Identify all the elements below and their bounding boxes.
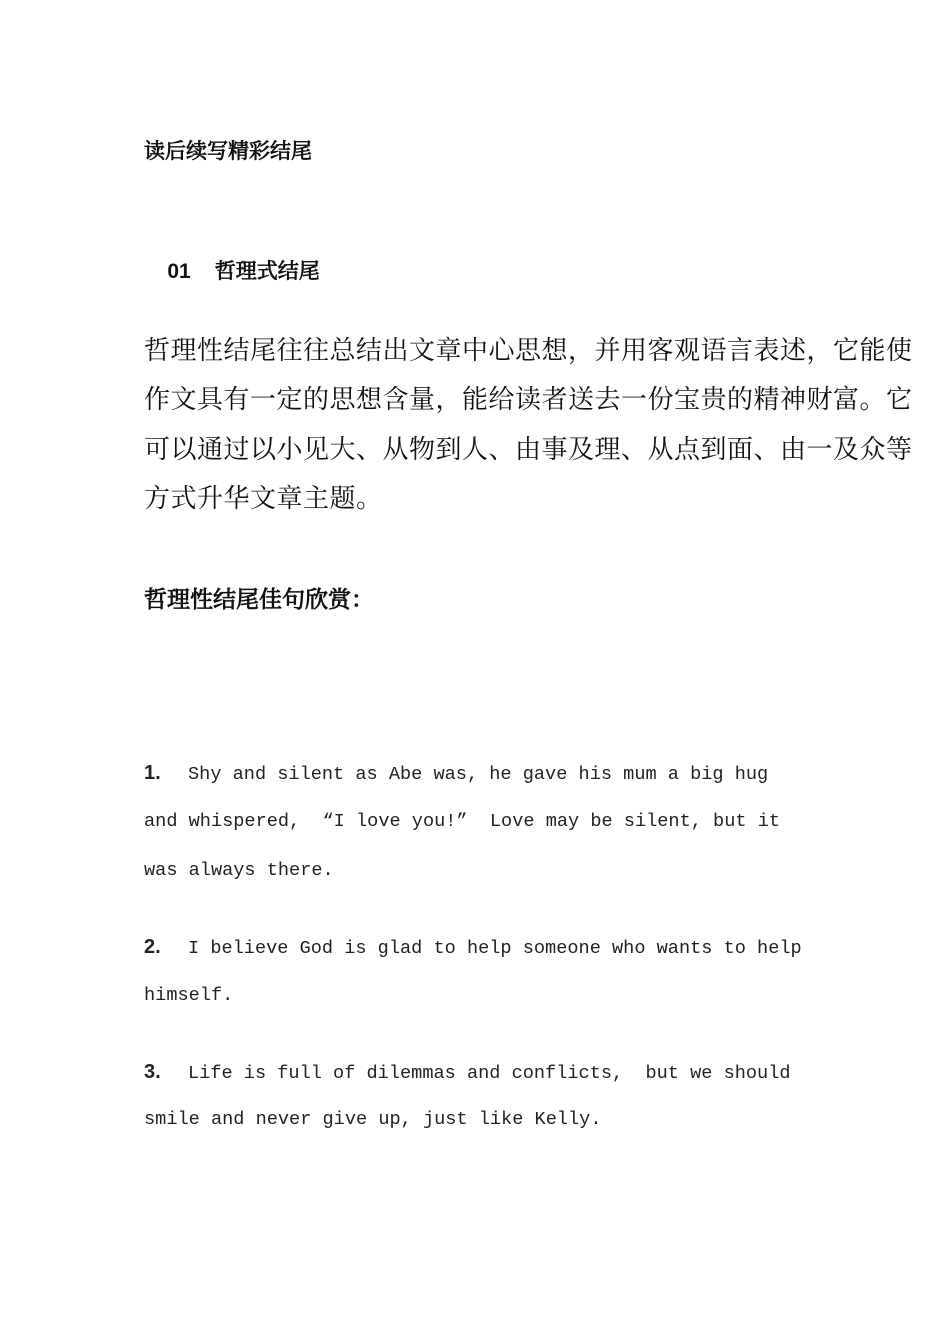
section-number: 01: [167, 260, 191, 283]
example-text: Life is full of dilemmas and conflicts, but we should: [188, 1063, 791, 1084]
example-1-line: was always there.: [144, 860, 334, 881]
intro-line: 哲理性结尾往往总结出文章中心思想，并用客观语言表述，它能使: [144, 335, 913, 365]
examples-heading: 哲理性结尾佳句欣赏：: [144, 586, 374, 612]
section-heading: [144, 240, 320, 303]
example-3-line: smile and never give up, just like Kelly.: [144, 1109, 602, 1130]
example-number: 3.: [144, 1061, 161, 1083]
example-1-line: [144, 763, 768, 785]
intro-line: 作文具有一定的思想含量，能给读者送去一份宝贵的精神财富。它: [144, 384, 913, 414]
intro-line: 方式升华文章主题。: [144, 483, 383, 513]
example-2-line: [144, 937, 802, 959]
example-number: 1.: [144, 762, 161, 784]
example-1-line: and whispered, “I love you!” Love may be silent, but it: [144, 811, 781, 832]
example-3-line: [144, 1062, 791, 1084]
section-title: 哲理式结尾: [214, 260, 320, 283]
example-number: 2.: [144, 936, 161, 958]
example-text: I believe God is glad to help someone who wants to help: [188, 938, 802, 959]
intro-line: 可以通过以小见大、从物到人、由事及理、从点到面、由一及众等: [144, 434, 913, 464]
document-title: 读后续写精彩结尾: [144, 140, 312, 163]
example-2-line: himself.: [144, 985, 234, 1006]
example-text: Shy and silent as Abe was, he gave his mum a big hug: [188, 764, 769, 785]
